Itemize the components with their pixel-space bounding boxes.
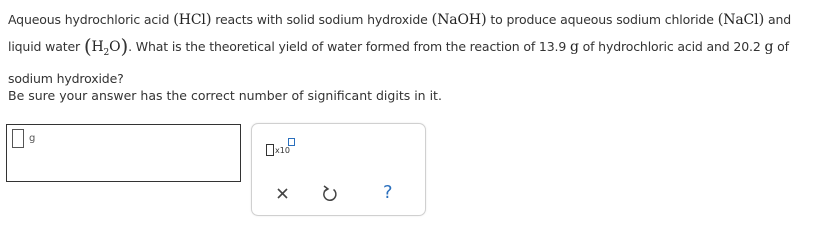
help-button[interactable] [378, 181, 402, 205]
formula-o: O [109, 39, 121, 55]
question-segment: of hydrochloric acid and 20.2 [578, 39, 765, 54]
paren-close: ) [758, 10, 765, 28]
paren-open: ( [83, 34, 92, 58]
help-icon: ? [383, 182, 393, 203]
x-icon [271, 181, 295, 205]
clear-button[interactable] [271, 181, 295, 205]
question-text [8, 6, 833, 92]
unit-grams: g [569, 39, 579, 55]
sci-exponent-box [288, 138, 295, 146]
unit-grams: g [764, 39, 774, 55]
formula-hcl: HCl [178, 12, 206, 28]
formula-nacl: NaCl [723, 12, 759, 28]
question-segment: liquid water [8, 39, 84, 54]
scientific-notation-button[interactable] [264, 135, 300, 161]
question-segment: . What is the theoretical yield of water formed from the reaction of 13.9 [128, 39, 570, 54]
paren-open: ( [717, 10, 724, 28]
formula-h2o [91, 39, 121, 58]
question-segment: reacts with solid sodium hydroxide [211, 12, 432, 27]
question-segment: of [773, 39, 789, 54]
question-segment: to produce aqueous sodium chloride [486, 12, 718, 27]
paren-open: ( [431, 10, 438, 28]
answer-tools-panel [251, 123, 426, 216]
paren-close: ) [120, 34, 129, 58]
undo-icon [318, 181, 342, 205]
sci-mantissa-box [266, 144, 274, 156]
paren-close: ) [205, 10, 212, 28]
sci-notation-text: x10 [275, 146, 290, 155]
formula-naoh: NaOH [437, 12, 481, 28]
question-segment: and [764, 12, 792, 27]
question-segment: sodium hydroxide? [8, 71, 124, 86]
undo-button[interactable] [318, 181, 342, 205]
paren-open: ( [173, 10, 179, 28]
answer-area [6, 124, 241, 182]
answer-input[interactable] [12, 129, 24, 148]
question-segment: Aqueous hydrochloric acid [8, 12, 174, 27]
paren-close: ) [480, 10, 487, 28]
answer-unit: g [29, 133, 36, 144]
formula-h: H [91, 39, 104, 55]
sig-fig-instruction: Be sure your answer has the correct number of significant digits in it. [8, 88, 442, 103]
formula-subscript: 2 [103, 48, 110, 58]
